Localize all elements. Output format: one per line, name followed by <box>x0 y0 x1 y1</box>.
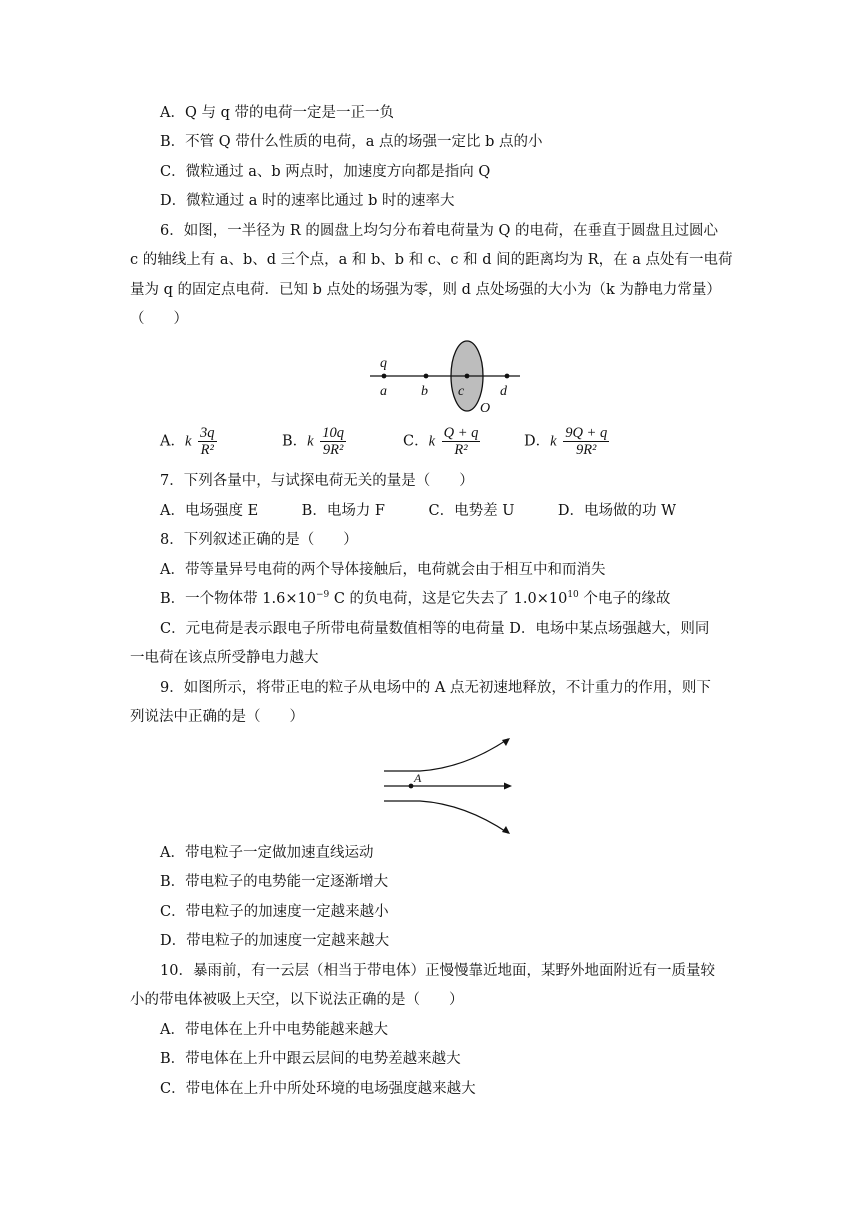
q6-option-a: A．k $\frac{3q}{\text{R²}}$ <box>160 425 215 458</box>
q9-option-d: D．带电粒子的加速度一定越来越大 <box>160 933 390 949</box>
label-c: c <box>458 384 465 399</box>
q6-stem-line3: 量为 q 的固定点电荷．已知 b 点处的场强为零，则 d 点处场强的大小为（k 为静电力常量） <box>130 282 721 298</box>
q5-option-d: D．微粒通过 a 时的速率比通过 b 时的速率大 <box>160 193 455 209</box>
q8-option-a: A．带等量异号电荷的两个导体接触后，电荷就会由于相互中和而消失 <box>160 562 606 578</box>
q6-option-d: D．k $\frac{9Q + q}{\text{9R²}}$ <box>524 425 608 458</box>
q9-option-a: A．带电粒子一定做加速直线运动 <box>160 845 374 861</box>
q6-stem-line2: c 的轴线上有 a、b、d 三个点，a 和 b、b 和 c、c 和 d 间的距离均为 R，在 a 点处有一电荷 <box>130 252 733 268</box>
point-c <box>465 374 470 379</box>
label-d: d <box>500 384 507 399</box>
q8-stem: 8．下列叙述正确的是（ ） <box>160 532 358 548</box>
point-A <box>409 784 414 789</box>
q10-stem-line1: 10．暴雨前，有一云层（相当于带电体）正慢慢靠近地面，某野外地面附近有一质量较 <box>160 963 715 979</box>
q6-stem-line4: （ ） <box>130 311 188 327</box>
q6-option-b: B．k $\frac{10q}{\text{9R²}}$ <box>282 425 344 458</box>
q10-option-c: C．带电体在上升中所处环境的电场强度越来越大 <box>160 1081 476 1097</box>
q6-option-c: C．k $\frac{Q + q}{\text{R²}}$ <box>403 425 479 458</box>
arrow-middle <box>504 783 512 790</box>
label-b: b <box>421 384 428 399</box>
label-o: O <box>480 401 491 416</box>
point-b <box>424 374 429 379</box>
point-a <box>382 374 387 379</box>
q7-stem: 7．下列各量中，与试探电荷无关的量是（ ） <box>160 473 474 489</box>
label-q: q <box>380 356 387 371</box>
q9-option-b: B．带电粒子的电势能一定逐渐增大 <box>160 874 389 890</box>
q6-stem-line1: 6．如图，一半径为 R 的圆盘上均匀分布着电荷量为 Q 的电荷，在垂直于圆盘且过圆心 <box>160 223 718 239</box>
q7-options: A．电场强度 E B．电场力 F C．电势差 U D．电场做的功 W <box>160 503 677 519</box>
q5-option-a: A．Q 与 q 带的电荷一定是一正一负 <box>160 105 394 121</box>
q10-stem-line2: 小的带电体被吸上天空，以下说法正确的是（ ） <box>130 992 464 1008</box>
q9-option-c: C．带电粒子的加速度一定越来越小 <box>160 904 389 920</box>
label-a: a <box>380 384 387 399</box>
field-line-upper <box>384 739 508 771</box>
q5-option-b: B．不管 Q 带什么性质的电荷，a 点的场强一定比 b 点的小 <box>160 134 543 150</box>
field-line-lower <box>384 801 508 833</box>
q9-stem-line1: 9．如图所示，将带正电的粒子从电场中的 A 点无初速地释放，不计重力的作用，则下 <box>160 680 711 696</box>
q10-option-b: B．带电体在上升中跟云层间的电势差越来越大 <box>160 1051 461 1067</box>
q9-stem-line2: 列说法中正确的是（ ） <box>130 709 304 725</box>
q8-option-c-line1: C．元电荷是表示跟电子所带电荷量数值相等的电荷量 D．电场中某点场强越大，则同 <box>160 621 710 637</box>
q8-option-c-line2: 一电荷在该点所受静电力越大 <box>130 650 319 666</box>
q10-option-a: A．带电体在上升中电势能越来越大 <box>160 1022 388 1038</box>
point-d <box>505 374 510 379</box>
q5-option-c: C．微粒通过 a、b 两点时，加速度方向都是指向 Q <box>160 164 491 180</box>
label-A: A <box>414 771 422 785</box>
q8-option-b: B．一个物体带 $1.6\times 10^{-9}$ C 的负电荷，这是它失去了 $1.0\times 10^{10}$ 个电子的缘故 <box>160 590 671 607</box>
